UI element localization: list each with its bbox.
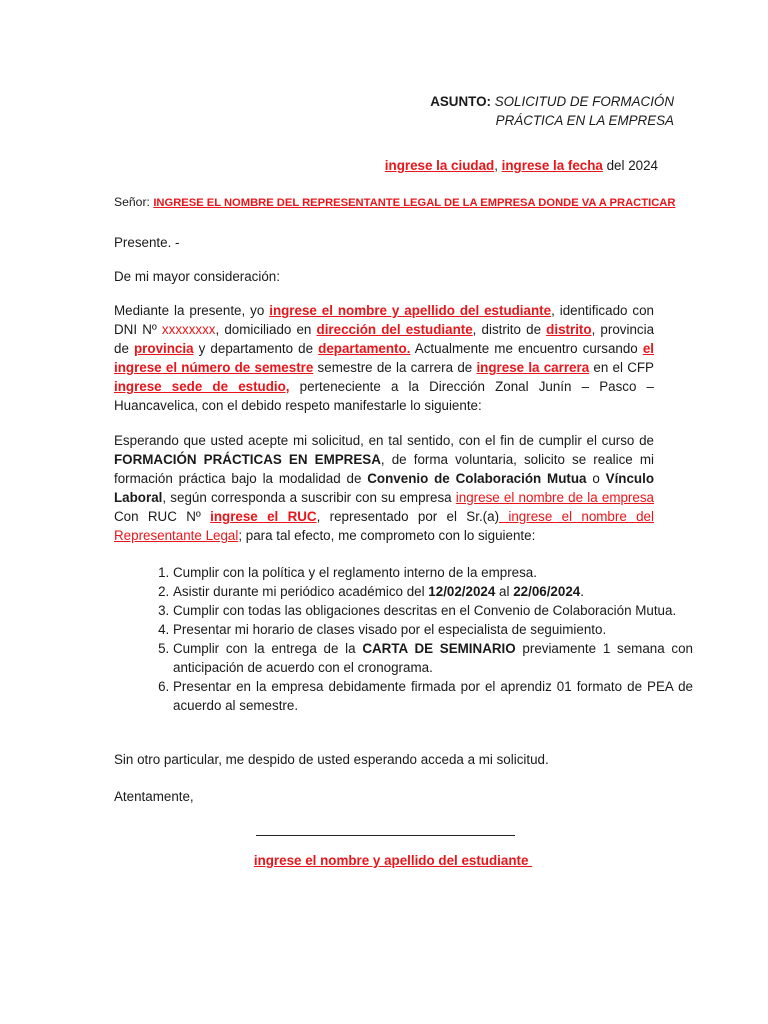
p1-text: semestre de la carrera de	[313, 360, 477, 375]
department-placeholder[interactable]: departamento.	[318, 341, 411, 356]
province-placeholder[interactable]: provincia	[134, 341, 194, 356]
campus-placeholder[interactable]: ingrese sede de estudio,	[114, 379, 290, 394]
greeting-consideracion: De mi mayor consideración:	[114, 269, 280, 284]
item-text: previamente 1 semana con anticipación de acuerdo con el cronograma.	[173, 641, 694, 675]
signature-name	[0, 853, 768, 868]
paragraph-request	[114, 431, 654, 545]
p2-text: , según corresponda a suscribir con su empresa	[162, 490, 456, 505]
p1-text: Actualmente me encuentro cursando	[410, 341, 643, 356]
recipient-placeholder[interactable]: INGRESE EL NOMBRE DEL REPRESENTANTE LEGAL DE LA EMPRESA DONDE VA A PRACTICAR	[153, 197, 676, 209]
seminar-letter: CARTA DE SEMINARIO	[362, 641, 516, 656]
p1-text: perteneciente a la Dirección Zonal Junín – Pasco – Huancavelica, con el debido respeto manifestarle lo siguiente:	[114, 379, 654, 413]
closing-sentence: Sin otro particular, me despido de usted esperando acceda a mi solicitud.	[114, 752, 549, 767]
p2-text: Con RUC Nº	[114, 509, 211, 524]
greeting-presente: Presente. -	[114, 235, 180, 250]
paragraph-introduction	[114, 301, 654, 415]
p1-text: en el CFP	[589, 360, 654, 375]
p2-text: , representado por el Sr.(a)	[316, 509, 500, 524]
p2-text: o	[586, 471, 606, 486]
career-placeholder[interactable]: ingrese la carrera	[476, 360, 590, 375]
start-date: 12/02/2024	[428, 584, 496, 599]
p1-text: , identificado con DNI Nº	[114, 303, 654, 337]
ruc-placeholder[interactable]: ingrese el RUC	[210, 509, 317, 524]
item-text: al	[495, 584, 514, 599]
p2-text: Esperando que usted acepte mi solicitud, en tal sentido, con el fin de cumplir el curso de	[114, 433, 654, 448]
dni-placeholder[interactable]: xxxxxxxx	[161, 322, 216, 337]
list-item: 4. Presentar mi horario de clases visado por el especialista de seguimiento.	[173, 620, 693, 639]
p2-text: , de forma voluntaria, solicito se realice mi formación práctica bajo la modalidad de	[114, 452, 654, 486]
list-item: 3. Cumplir con todas las obligaciones descritas en el Convenio de Colaboración Mutua.	[173, 601, 693, 620]
p1-text: , provincia de	[114, 322, 655, 356]
company-placeholder[interactable]: ingrese el nombre de la empresa	[455, 490, 654, 505]
recipient-line	[114, 195, 675, 209]
recipient-label: Señor:	[114, 195, 150, 209]
list-item	[173, 639, 693, 677]
p1-text: , domiciliado en	[215, 322, 317, 337]
list-item: 6. Presentar en la empresa debidamente firmada por el aprendiz 01 formato de PEA de acuerdo al semestre.	[173, 677, 693, 715]
signature-line	[256, 835, 515, 836]
subject-line-2: PRÁCTICA EN LA EMPRESA	[495, 113, 674, 128]
year-suffix: del 2024	[602, 158, 658, 173]
subject-line-1: SOLICITUD DE FORMACIÓN	[494, 94, 674, 109]
modality-vinculo: Vínculo Laboral	[114, 471, 654, 505]
item-text: .	[580, 584, 584, 599]
p1-text: Mediante la presente, yo	[114, 303, 270, 318]
city-placeholder[interactable]: ingrese la ciudad	[384, 158, 495, 173]
representative-placeholder[interactable]: ingrese el nombre del Representante Legal	[114, 509, 654, 543]
list-item: 1. Cumplir con la política y el reglamento interno de la empresa.	[173, 563, 693, 582]
p1-text: , distrito de	[472, 322, 547, 337]
p2-text: ; para tal efecto, me comprometo con lo siguiente:	[238, 528, 536, 543]
date-separator: ,	[494, 158, 502, 173]
date-placeholder[interactable]: ingrese la fecha	[501, 158, 603, 173]
item-text: Asistir durante mi periódico académico del	[173, 584, 429, 599]
date-line	[385, 158, 658, 173]
commitments-list	[134, 563, 693, 715]
modality-convenio: Convenio de Colaboración Mutua	[367, 471, 587, 486]
subject-label: ASUNTO:	[430, 94, 491, 109]
p1-text: y departamento de	[193, 341, 319, 356]
address-placeholder[interactable]: dirección del estudiante	[316, 322, 473, 337]
student-name-placeholder[interactable]: ingrese el nombre y apellido del estudiante	[269, 303, 552, 318]
subject-block	[414, 92, 674, 130]
signature-name-placeholder[interactable]: ingrese el nombre y apellido del estudiante	[253, 853, 533, 868]
course-name: FORMACIÓN PRÁCTICAS EN EMPRESA	[114, 452, 381, 467]
list-item	[173, 582, 693, 601]
district-placeholder[interactable]: distrito	[546, 322, 592, 337]
semester-placeholder[interactable]: el ingrese el número de semestre	[114, 341, 655, 375]
item-text: Cumplir con la entrega de la	[173, 641, 363, 656]
end-date: 22/06/2024	[513, 584, 581, 599]
farewell: Atentamente,	[114, 789, 194, 804]
